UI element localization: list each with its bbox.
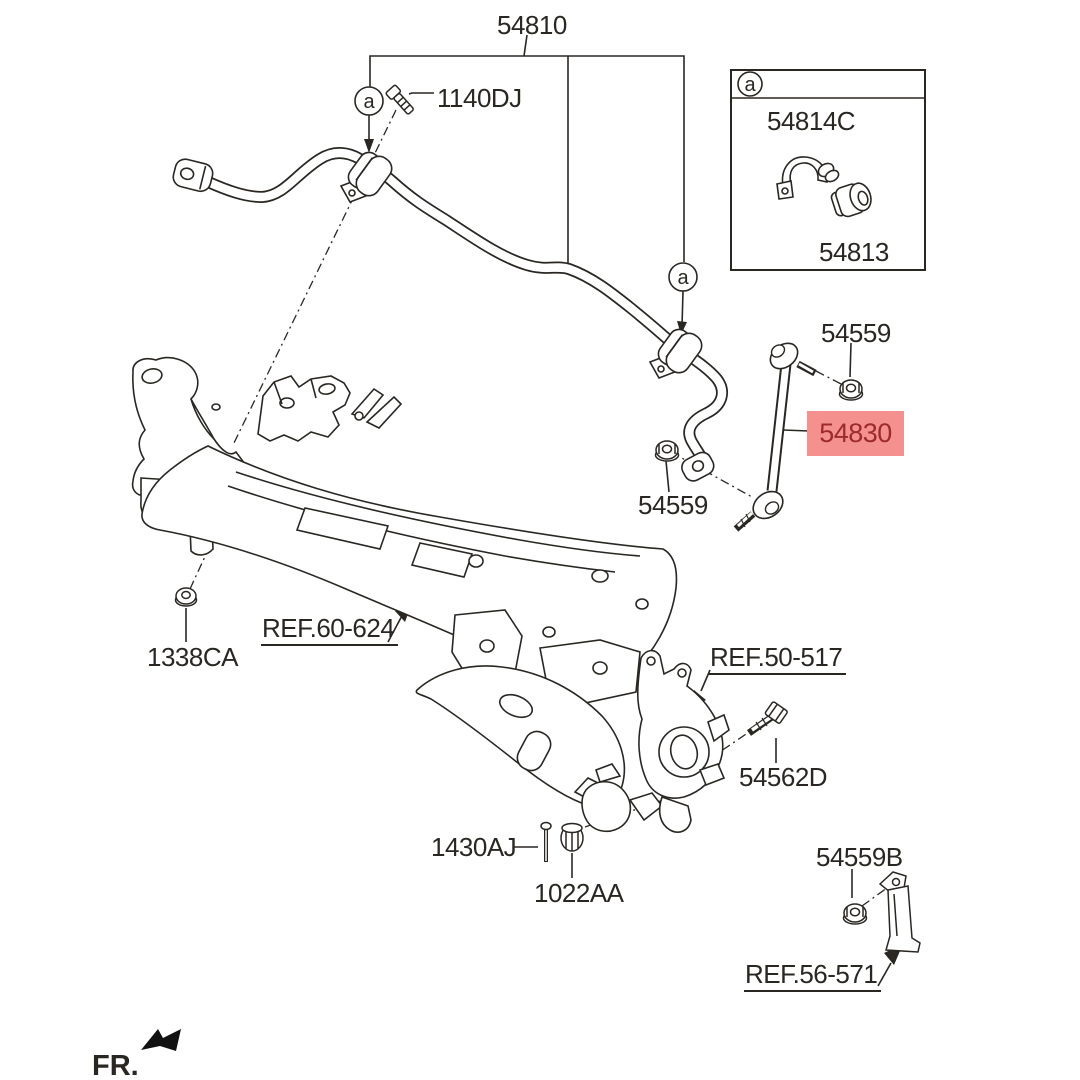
- detail-markers: [355, 74, 756, 291]
- label-knuckle-bolt: 54562D: [739, 762, 828, 792]
- label-ref-knuckle: REF.50-517: [709, 644, 846, 675]
- label-crossmember-nut: 1338CA: [147, 642, 238, 672]
- nut-54559B: [844, 904, 867, 924]
- highlight-stabilizer-link: [807, 411, 904, 456]
- marker-a-right: a: [677, 267, 689, 289]
- label-bracket-nut: 54559B: [816, 842, 903, 872]
- label-stabilizer-link: 54830: [819, 418, 892, 448]
- front-direction-arrow-icon: [141, 1029, 181, 1051]
- label-front-marker: FR.: [92, 1050, 139, 1080]
- stabilizer-link-drawing: [736, 338, 815, 529]
- stabilizer-bar-drawing: [171, 153, 722, 484]
- label-bar-nut-lower: 54559: [638, 490, 708, 520]
- marker-a-inset: a: [744, 74, 756, 96]
- label-inset-bushing: 54813: [819, 237, 889, 267]
- marker-a-left: a: [363, 91, 375, 113]
- label-castle-nut: 1022AA: [534, 878, 624, 908]
- label-inset-bracket: 54814C: [767, 106, 856, 136]
- label-ref-bracket: REF.56-571: [744, 961, 881, 992]
- bracket-drawing: [880, 872, 920, 952]
- nut-54559-lower: [656, 441, 679, 461]
- nut-1022AA: [561, 824, 583, 852]
- nut-1338CA: [176, 588, 197, 606]
- pin-1430AJ: [541, 823, 551, 863]
- label-link-nut-upper: 54559: [821, 318, 891, 348]
- label-clamp-bolt: 1140DJ: [437, 83, 522, 113]
- bolt-54562D: [749, 701, 788, 733]
- label-ref-crossmember: REF.60-624: [261, 615, 398, 646]
- nut-54559-upper: [840, 380, 863, 400]
- label-stabilizer-bar: 54810: [497, 10, 567, 40]
- label-cotter-pin: 1430AJ: [431, 832, 517, 862]
